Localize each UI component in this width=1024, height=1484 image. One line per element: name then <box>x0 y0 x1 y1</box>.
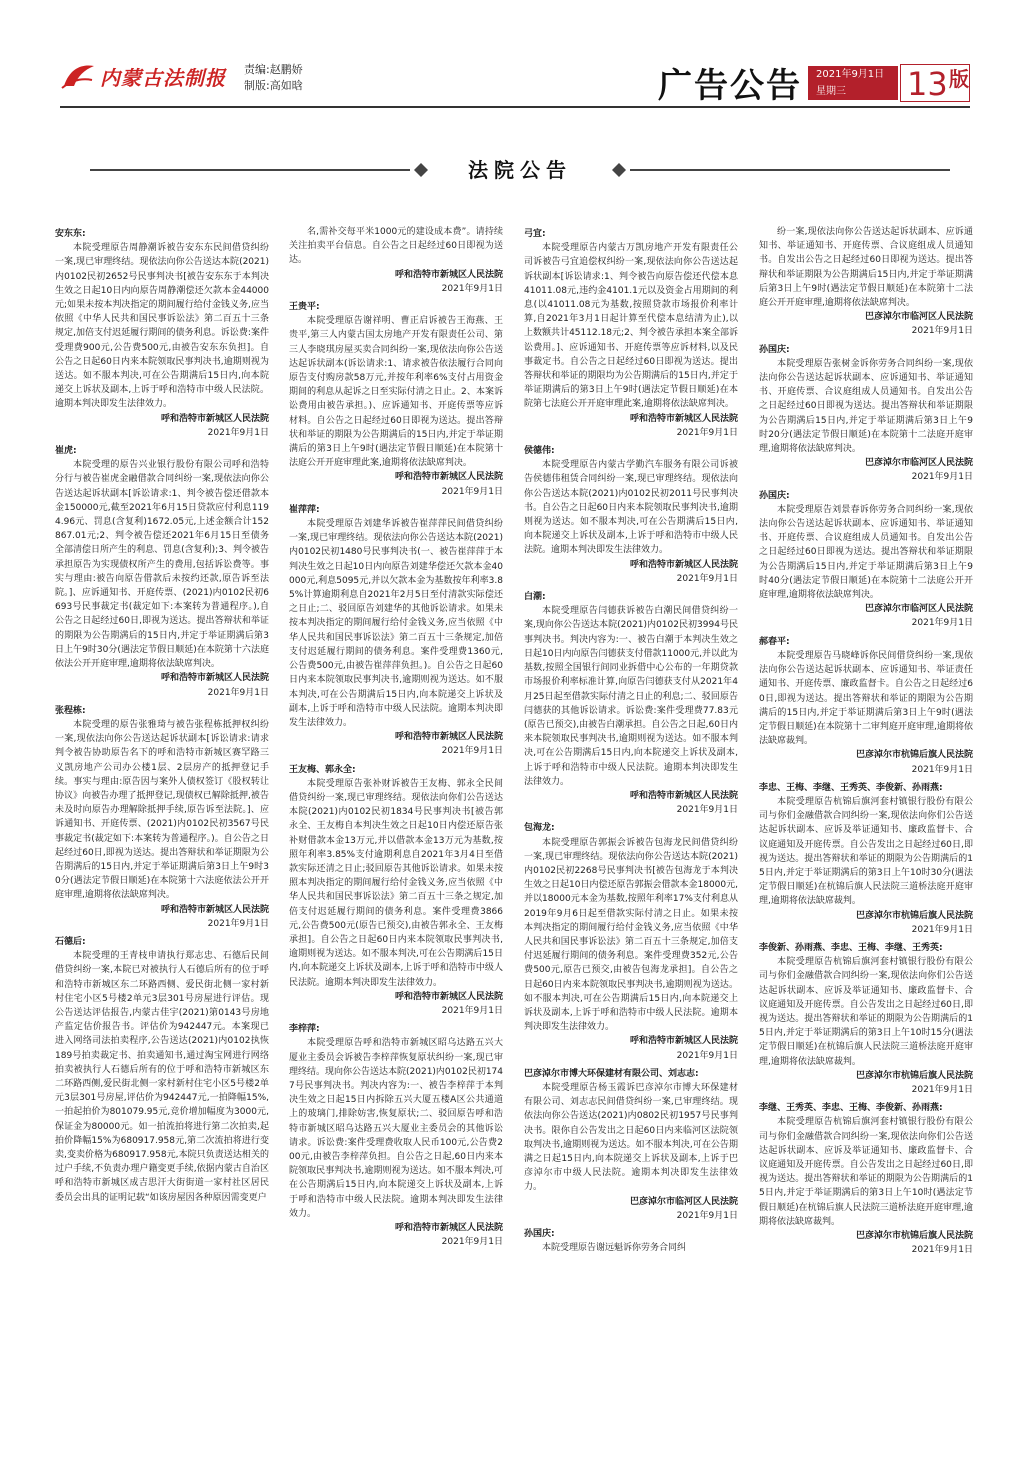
notice-court: 呼和浩特市新城区人民法院 <box>394 269 503 280</box>
notice-addressee: 王友梅、郭永全: <box>289 764 356 775</box>
editor-credit: 责编:赵鹏娇 <box>244 63 303 76</box>
notice-date: 2021年9月1日 <box>911 472 973 483</box>
notice-date: 2021年9月1日 <box>676 1050 738 1061</box>
page-number: 13 <box>907 65 948 103</box>
notice-addressee: 巴彦淖尔市博大环保建材有限公司、刘志志: <box>524 1068 699 1079</box>
notice-column-1 <box>55 225 269 1205</box>
notice-addressee: 弓宜: <box>524 229 546 239</box>
notice-body: 本院受理原告呼和浩特市新城区昭乌达路五兴大厦业主委员会诉被告李梓萍恢复原状纠纷一案,现已审理终结。现向你公告送达本院(2021)内0102民初1747号民事判决书。判决内容为:一、被告李梓萍于本判决生效之日起15日内拆除五兴大厦五楼A区公共通道上的玻璃门,排除妨害,恢复原状;二、驳回原告呼和浩特市新城区昭乌达路五兴大厦业主委员会的其他诉讼请求。诉讼费:案件受理费收取人民币100元,公告费200元,由被告李梓萍负担。自公告之日起,60日内来本院领取民事判决书,逾期则视为送达。如不服本判决,可在公告期满后15日内,向本院递交上诉状及副本,上诉于呼和浩特市中级人民法院。逾期本判决即发生法律效力。 <box>289 1038 504 1219</box>
notice-body: 本院受理原告内蒙古万凯房地产开发有限责任公司诉被告弓宜追偿权纠纷一案,现依法向你公告送达起诉状副本[诉讼请求:1、判令被告向原告偿还代偿本息41011.08元,违约金4101.1元以及资金占用期间的利息(以41011.08元为基数,按照贷款市场报价利率计算,自2021年3月1日起计算至代偿本息结清为止),以上数额共计45112.18元;2、判令被告承担本案全部诉讼费用。]、应诉通知书、开庭传票等应诉材料,以及民事裁定书。自公告之日起经过60日即视为送达。提出答辩状和举证的期限均为公告期满后的15日内,并定于举证期满后的第3日上午9时(遇法定节假日顺延)在本院第七法庭公开开庭审理此案,逾期将依法缺席判决。 <box>524 243 738 410</box>
page-suffix: 版 <box>949 67 969 91</box>
issue-weekday: 星期三 <box>816 86 846 97</box>
notice-column-3 <box>524 225 738 1255</box>
notice-body: 本院受理的原告兴业银行股份有限公司呼和浩特分行与被告崔虎金融借款合同纠纷一案,现依法向你公告送达起诉状副本[诉讼请求:1、判令被告偿还借款本金150000元,截至2021年6月15日贷款应付利息1194.96元、罚息(含复利)1672.05元,上述金额合计152867.01元;2、判令被告偿还2021年6月15日至债务全部清偿日所产生的利息、罚息(含复利);3、判令被告承担原告为实现债权所产生的费用,包括诉讼费等。事实与理由:被告向原告借款后未按约还款,原告诉至法院。]、应诉通知书、开庭传票、(2021)内0102民初6693号民事裁定书(裁定如下:本案转为普通程序。),自公告之日起经过60日,即视为送达。提出答辩状和举证的期限为公告期满后的15日内,并定于举证期满后第3日上午9时30分(遇法定节假日顺延)在本院第十六法庭依法公开开庭审理,逾期将依法缺席判决。 <box>55 460 269 670</box>
notice-date: 2021年9月1日 <box>676 573 738 584</box>
section-title: 广告公告 <box>658 66 802 106</box>
notice-addressee: 王贵平: <box>289 302 320 313</box>
issue-date-box <box>808 66 898 100</box>
notice-date: 2021年9月1日 <box>911 1245 973 1256</box>
notice-court: 呼和浩特市新城区人民法院 <box>629 1036 738 1047</box>
notice-addressee: 白潮: <box>524 592 546 603</box>
notice-body: 本院受理原告刘建华诉被告崔萍萍民间借贷纠纷一案,现已审理终结。现依法向你公告送达本院(2021)内0102民初1480号民事判决书(一、被告崔萍萍于本判决生效之日起10日内向原告刘建华偿还欠款本金40000元,利息5095元,并以欠款本金为基数按年利率3.85%计算逾期利息自2021年2月5日至付清款实际偿还之日止;二、驳回原告刘建华的其他诉讼请求。如果未按本判决指定的期间履行给付金钱义务,应当依照《中华人民共和国民事诉讼法》第二百五十三条规定,加倍支付迟延履行期间的债务利息。案件受理费1360元,公告费500元,由被告崔萍萍负担。)。自公告之日起60日内来本院领取民事判决书,逾期则视为送达。如不服本判决,可在公告期满后15日内,向本院递交上诉状及副本,上诉于呼和浩特市中级人民法院。逾期本判决即发生法律效力。 <box>289 519 503 728</box>
notice-addressee: 李俊新、孙雨燕、李忠、王梅、李继、王秀英: <box>759 942 943 953</box>
notice-addressee: 包海龙: <box>524 823 555 834</box>
notice-date: 2021年9月1日 <box>676 427 738 438</box>
page-number-box <box>900 64 970 102</box>
newspaper-logo <box>60 62 225 92</box>
notice-addressee: 崔萍萍: <box>289 504 320 515</box>
notice-body: 名,需补交每平米1000元的建设成本费”。请持续关注拍卖平台信息。自公告之日起经过60日即视为送达。 <box>289 227 503 266</box>
notice-addressee: 李忠、王梅、李继、王秀英、李俊新、孙雨燕: <box>759 782 943 793</box>
notice-court: 巴彦淖尔市杭锦后旗人民法院 <box>855 910 973 921</box>
notice-body: 本院受理原告闫德获诉被告白潮民间借贷纠纷一案,现向你公告送达本院(2021)内0102民初3994号民事判决书。判决内容为:一、被告白潮于本判决生效之日起10日内向原告闫德获支付借款11000元,并以此为基数,按照全国银行间同业拆借中心公布的一年期贷款市场报价利率标准计算,向原告闫德获支付从2021年4月25日起至借款实际付清之日止的利息;二、驳回原告闫德获的其他诉讼请求。诉讼费:案件受理费77.83元(原告已预交),由被告白潮承担。自公告之日起,60日内来本院领取民事判决书,逾期则视为送达。如不服本判决,可在公告期满后15日内,向本院递交上诉状及副本,上诉于呼和浩特市中级人民法院。逾期本判决即发生法律效力。 <box>524 606 738 787</box>
notice-body: 本院受理原告杭锦后旗河套村镇银行股份有限公司与你们金融借款合同纠纷一案,现依法向你们公告送达起诉状副本、应诉及举证通知书、廉政监督卡、合议庭通知及开庭传票。自公告发出之日起经过60日,即视为送达。提出答辩状和举证的期限为公告期满后的15日内,并定于举证期满后的第3日上午10时30分(遇法定节假日顺延)在杭锦后旗人民法院三道桥法庭开庭审理,逾期将依法缺席裁判。 <box>759 796 973 907</box>
diamond-ornament-icon <box>612 163 626 177</box>
notice-court: 呼和浩特市新城区人民法院 <box>160 904 269 915</box>
notice-date: 2021年9月1日 <box>911 618 973 629</box>
notice-addressee: 李继、王秀英、李忠、王梅、李俊新、孙雨燕: <box>759 1103 943 1114</box>
notice-court: 呼和浩特市新城区人民法院 <box>160 413 269 424</box>
masthead-divider <box>60 106 970 108</box>
notice-court: 巴彦淖尔市临河区人民法院 <box>864 458 973 469</box>
notice-court: 呼和浩特市新城区人民法院 <box>394 1223 503 1234</box>
notice-body: 本院受理原告谢祥明、曹正启诉被告王海燕、王贵平,第三人内蒙古国太房地产开发有限责任公司、第三人李晓琪房屋买卖合同纠纷一案,现依法向你公告送达起诉状副本(诉讼请求:1、请求被告依法履行合同向原告支付购房款58万元,并按年利率6%支付占用资金期间的利息从起诉之日至实际付清之日止。2、本案诉讼费用由被告承担。)、应诉通知书、开庭传票等应诉材料。自公告之日起经过60日即视为送达。提出答辩状和举证的期限为公告期满后的15日内,并定于举证期满后的第3日上午9时(遇法定节假日顺延)在本院第十法庭公开开庭审理此案,逾期将依法缺席判决。 <box>289 316 503 469</box>
masthead <box>0 0 1024 110</box>
notice-date: 2021年9月1日 <box>911 326 973 337</box>
notice-body: 本院受理原告内蒙古学勤汽车服务有限公司诉被告侯德伟租赁合同纠纷一案,现已审理终结。现依法向你公告送达本院(2021)内0102民初2011号民事判决书。自公告之日起60日内来本院领取民事判决书,逾期则视为送达。如不服本判决,可在公告期满后15日内,向本院递交上诉状及副本,上诉于呼和浩特市中级人民法院。逾期本判决即发生法律效力。 <box>524 460 738 556</box>
notice-body: 纷一案,现依法向你公告送达起诉状副本、应诉通知书、举证通知书、开庭传票、合议庭组成人员通知书。自发出公告之日起经过60日即视为送达。提出答辩状和举证期限为公告期满后15日内,并定于举证期满后第3日上午9时(遇法定节假日顺延)在本院第十二法庭公开开庭审理,逾期将依法缺席判决。 <box>759 227 973 309</box>
notice-addressee: 安东东: <box>55 229 86 239</box>
notice-addressee: 张程栋: <box>55 705 86 716</box>
notice-court: 巴彦淖尔市杭锦后旗人民法院 <box>855 1070 973 1081</box>
notice-body: 本院受理原告杨玉霞诉巴彦淖尔市博大环保建材有限公司、刘志志民间借贷纠纷一案,已审理终结。现依法向你公告送达(2021)内0802民初1957号民事判决书。限你自公告发出之日起60日内来临河区法院领取判决书,逾期则视为送达。如不服本判决,可在公告期满之日起15日内,向本院递交上诉状及副本,上诉于巴彦淖尔市中级人民法院。逾期本判决即发生法律效力。 <box>524 1082 738 1193</box>
notice-court: 呼和浩特市新城区人民法院 <box>629 413 738 424</box>
issue-date: 2021年9月1日 <box>816 69 885 80</box>
notice-date: 2021年9月1日 <box>207 918 269 929</box>
logo-emblem-icon <box>60 62 96 90</box>
notice-court: 巴彦淖尔市临河区人民法院 <box>864 604 973 615</box>
editor-credits <box>244 62 303 94</box>
notice-addressee: 崔虎: <box>55 446 77 457</box>
notice-court: 呼和浩特市新城区人民法院 <box>160 673 269 684</box>
notice-body: 本院受理原告周静潮诉被告安东东民间借贷纠纷一案,现已审理终结。现依法向你公告送达本院(2021)内0102民初2652号民事判决书[被告安东东于本判决生效之日起10日内向原告周静潮偿还欠款本金44000元;如果未按本判决指定的期间履行给付金钱义务,应当依照《中华人民共和国民事诉讼法》第二百五十三条规定,加倍支付迟延履行期间的债务利息。诉讼费:案件受理费900元,公告费500元,由被告安东东负担]。自公告之日起60日内来本院领取民事判决书,逾期则视为送达。如不服本判决,可在公告期满后15日内,向本院递交上诉状及副本,上诉于呼和浩特市中级人民法院。逾期本判决即发生法律效力。 <box>55 243 269 410</box>
notice-column-2 <box>289 225 503 1253</box>
diamond-ornament-icon <box>414 163 428 177</box>
notice-date: 2021年9月1日 <box>207 427 269 438</box>
notice-court: 巴彦淖尔市临河区人民法院 <box>864 312 973 323</box>
logo-text: 内蒙古法制报 <box>100 66 226 90</box>
notice-body: 本院受理原告杭锦后旗河套村镇银行股份有限公司与你们金融借款合同纠纷一案,现依法向你们公告送达起诉状副本、应诉及举证通知书、廉政监督卡、合议庭通知及开庭传票。自公告发出之日起经过60日,即视为送达。提出答辩状和举证的期限为公告期满后的15日内,并定于举证期满后的第3日上午10时15分(遇法定节假日顺延)在杭锦后旗人民法院三道桥法庭开庭审理,逾期将依法缺席裁判。 <box>759 957 973 1067</box>
notice-date: 2021年9月1日 <box>207 687 269 698</box>
notice-court: 呼和浩特市新城区人民法院 <box>394 472 503 483</box>
notice-body: 本院受理原告马晓峰诉你民间借贷纠纷一案,现依法向你公告送达起诉状副本、应诉通知书、举证责任通知书、开庭传票、廉政监督卡。自公告之日起经过60日,即视为送达。提出答辩状和举证的期限为公告期满后的15日内,并定于举证期满后第3日上午9时(遇法定节假日顺延)在本院第十二审判庭开庭审理,逾期将依法缺席裁判。 <box>759 650 973 747</box>
designer-credit: 制版:高如晗 <box>244 79 303 92</box>
notice-date: 2021年9月1日 <box>911 1084 973 1095</box>
notice-addressee: 郝春平: <box>759 636 790 647</box>
notice-column-4 <box>759 225 973 1261</box>
notice-date: 2021年9月1日 <box>441 1005 503 1016</box>
notice-court: 巴彦淖尔市杭锦后旗人民法院 <box>855 1231 973 1242</box>
notice-court: 巴彦淖尔市临河区人民法院 <box>629 1196 738 1207</box>
notice-body: 本院受理原告杭锦后旗河套村镇银行股份有限公司与你们金融借款合同纠纷一案,现依法向你们公告送达起诉状副本、应诉及举证通知书、廉政监督卡、合议庭通知及开庭传票。自公告发出之日起经过60日,即视为送达。提出答辩状和举证的期限为公告期满后的15日内,并定于举证期满后的第3日上午10时(遇法定节假日顺延)在杭锦后旗人民法院三道桥法庭开庭审理,逾期将依法缺席裁判。 <box>759 1117 973 1227</box>
notice-addressee: 李梓萍: <box>289 1024 320 1035</box>
notice-date: 2021年9月1日 <box>911 764 973 775</box>
notice-body: 本院受理的原告张雅琦与被告张程栋抵押权纠纷一案,现依法向你公告送达起诉状副本[诉讼请求:请求判令被告协助原告名下的呼和浩特市新城区赛罕路三义凯房地产公司办公楼1层、2层房产的抵押登记手续。事实与理由:原告因与案外人债权签订《股权转让协议》向被告办理了抵押登记,现债权已解除抵押,被告未及时向原告办理解除抵押手续,原告诉至法院。]、应诉通知书、开庭传票、(2021)内0102民初3567号民事裁定书(裁定如下:本案转为普通程序。)。自公告之日起经过60日,即视为送达。提出答辩状和举证期限为公告期满后的15日内,并定于举证期满后第3日上午9时30分(遇法定节假日顺延)在本院第十六法庭依法公开开庭审理,逾期将依法缺席判决。 <box>55 719 269 901</box>
notice-date: 2021年9月1日 <box>441 1237 503 1248</box>
notice-date: 2021年9月1日 <box>911 924 973 935</box>
notice-body: 本院受理原告张树金诉你劳务合同纠纷一案,现依法向你公告送达起诉状副本、应诉通知书、举证通知书、开庭传票、合议庭组成人员通知书。自发出公告之日起经过60日即视为送达。提出答辩状和举证期限为公告期满后15日内,并定于举证期满后第3日上午9时20分(遇法定节假日顺延)在本院第十二法庭开庭审理,逾期将依法缺席判决。 <box>759 358 973 455</box>
notice-court: 巴彦淖尔市杭锦后旗人民法院 <box>855 750 973 761</box>
notice-court: 呼和浩特市新城区人民法院 <box>629 559 738 570</box>
notice-addressee: 孙国庆: <box>759 490 790 501</box>
notice-date: 2021年9月1日 <box>676 805 738 816</box>
notice-court: 呼和浩特市新城区人民法院 <box>629 790 738 801</box>
notice-body: 本院受理原告郭振会诉被告包海龙民间借贷纠纷一案,现已审理终结。现依法向你公告送达本院(2021)内0102民初2268号民事判决书[被告包海龙于本判决生效之日起10日内偿还原告郭振会借款本金18000元,并以18000元本金为基数,按照年利率17%支付利息从2019年9月6日起至借款实际付清之日止。如果未按本判决指定的期间履行给付金钱义务,应当依照《中华人民共和国民事诉讼法》第二百五十三条规定,加倍支付迟延履行期间的债务利息。案件受理费352元,公告费500元,原告已预交,由被告包海龙承担]。自公告之日起60日内来本院领取民事判决书,逾期则视为送达。如不服本判决,可在公告期满后15日内,向本院递交上诉状及副本,上诉于呼和浩特市中级人民法院。逾期本判决即发生法律效力。 <box>524 837 738 1033</box>
banner-rule-left <box>90 169 410 171</box>
notice-court: 呼和浩特市新城区人民法院 <box>394 991 503 1002</box>
notice-addressee: 石德后: <box>55 936 86 947</box>
notice-body: 本院受理的王青枝申请执行郑志忠、石德后民间借贷纠纷一案,本院已对被执行人石德后所有的位于呼和浩特市新城区东二环路西侧、爱民街北侧一家村新村住宅小区5号楼2单元3层301号房屋进行评估。现公告送达评估报告,内蒙古佳宇(2021)第0143号房地产监定估价报告书。评估价为942447元。本案现已进入网络司法拍卖程序,公告送达(2021)内0102执恢189号拍卖裁定书、拍卖通知书,通过淘宝网进行网络拍卖被执行人石德后所有的位于呼和浩特市新城区东二环路西侧,爱民街北侧一家村新村住宅小区5号楼2单元3层301号房屋,评估价为942447元,一拍降幅15%,一拍起拍价为801079.95元,竞价增加幅度为3000元,保证金为80000元。如一拍流拍将进行第二次拍卖,起拍价降幅15%为680917.958元,第二次流拍将进行变卖,变卖价格为680917.958元,本院只负责送达相关的过户手续,不负责办理户籍变更手续,依据内蒙古自治区呼和浩特市新城区成吉思汗大街街道一家村社区居民委员会出具的证明记载“如该房屋因各种原因需变更户 <box>55 951 269 1203</box>
notice-addressee: 侯德伟: <box>524 446 555 457</box>
banner-title: 法院公告 <box>468 158 572 182</box>
notice-body: 本院受理原告张补财诉被告王友梅、郭永全民间借贷纠纷一案,现已审理终结。现依法向你们公告送达本院(2021)内0102民初1834号民事判决书[被告郭永全、王友梅自本判决生效之日起10日内偿还原告张补财借款本金13万元,并以借款本金13万元为基数,按照年利率3.85%支付逾期利息自2021年3月4日至借款实际还清之日止;驳回原告其他诉讼请求。如果未按照本判决指定的期间履行给付金钱义务,应当依照《中华人民共和国民事诉讼法》第二百五十三条之规定,加倍支付迟延履行期间的债务利息。案件受理费3866元,公告费500元(原告已预交),由被告郭永全、王友梅承担]。自公告之日起60日内来本院领取民事判决书,逾期则视为送达。如不服本判决,可在公告期满后15日内,向本院递交上诉状及副本,上诉于呼和浩特市中级人民法院。逾期本判决即发生法律效力。 <box>289 778 503 988</box>
notice-date: 2021年9月1日 <box>441 283 503 294</box>
notice-date: 2021年9月1日 <box>441 486 503 497</box>
notice-body: 本院受理原告谢远魁诉你劳务合同纠 <box>542 1243 687 1254</box>
notice-court: 呼和浩特市新城区人民法院 <box>394 732 503 743</box>
notice-addressee: 孙国庆: <box>524 1229 555 1240</box>
notice-body: 本院受理原告刘景春诉你劳务合同纠纷一案,现依法向你公告送达起诉状副本、应诉通知书、举证通知书、开庭传票、合议庭组成人员通知书。自发出公告之日起经过60日即视为送达。提出答辩状和举证期限为公告期满后15日内,并定于举证期满后第3日上午9时40分(遇法定节假日顺延)在本院第十二法庭公开开庭审理,逾期将依法缺席判决。 <box>759 504 973 601</box>
notice-date: 2021年9月1日 <box>676 1210 738 1221</box>
banner-rule-right <box>630 169 950 171</box>
court-notice-banner <box>90 155 950 185</box>
notice-addressee: 孙国庆: <box>759 344 790 355</box>
notice-date: 2021年9月1日 <box>441 746 503 757</box>
